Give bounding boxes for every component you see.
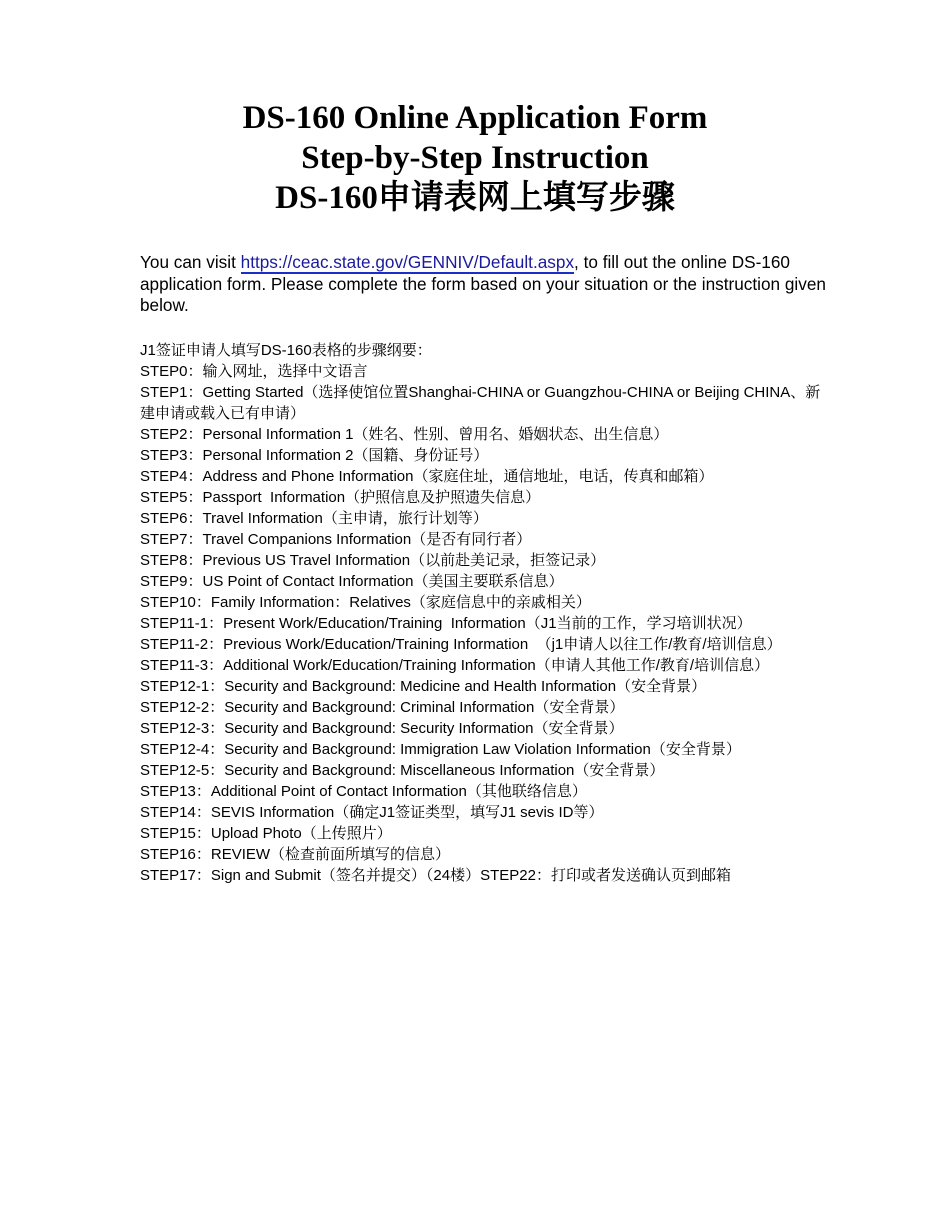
document-title (0, 98, 950, 218)
list-item: STEP11-2：Previous Work/Education/Training Information （j1申请人以往工作/教育/培训信息） (140, 636, 782, 653)
list-item: STEP8：Previous US Travel Information（以前赴美记录，拒签记录） (140, 552, 606, 569)
list-item: STEP11-3：Additional Work/Education/Training Information（申请人其他工作/教育/培训信息） (140, 657, 770, 674)
list-item: STEP12-5：Security and Background: Miscellaneous Information（安全背景） (140, 762, 665, 779)
list-item: STEP5：Passport Information（护照信息及护照遗失信息） (140, 489, 541, 506)
title-line: DS-160申请表网上填写步骤 (275, 180, 675, 216)
list-item: STEP16：REVIEW（检查前面所填写的信息） (140, 846, 451, 863)
list-item: STEP12-4：Security and Background: Immigration Law Violation Information（安全背景） (140, 741, 741, 758)
list-item: STEP17：Sign and Submit（签名并提交）（24楼）STEP22：打印或者发送确认页到邮箱 (140, 867, 731, 884)
ceac-link[interactable]: https://ceac.state.gov/GENNIV/Default.aspx (240, 252, 575, 272)
list-item: STEP14：SEVIS Information（确定J1签证类型，填写J1 sevis ID等） (140, 804, 604, 821)
list-item: STEP12-2：Security and Background: Criminal Information（安全背景） (140, 699, 625, 716)
intro-text: , to fill out the online DS-160 application form. Please complete the form based on your situation or the instruction given below. (140, 252, 826, 315)
list-item: STEP3：Personal Information 2（国籍、身份证号） (140, 447, 489, 464)
list-item: STEP11-1：Present Work/Education/Training Information（J1当前的工作，学习培训状况） (140, 615, 752, 632)
list-item: STEP12-1：Security and Background: Medicine and Health Information（安全背景） (140, 678, 707, 695)
intro-paragraph (140, 252, 830, 317)
intro-text: You can visit (140, 252, 241, 272)
list-item: STEP15：Upload Photo（上传照片） (140, 825, 392, 842)
title-line: DS-160 Online Application Form (242, 100, 708, 136)
list-item: STEP9：US Point of Contact Information（美国主要联系信息） (140, 573, 564, 590)
list-item: STEP0：输入网址，选择中文语言 (140, 363, 368, 380)
list-item: STEP6：Travel Information（主申请，旅行计划等） (140, 510, 488, 527)
list-item: STEP1：Getting Started（选择使馆位置Shanghai-CHINA or Guangzhou-CHINA or Beijing CHINA、新建申请或载入已有申请） (140, 384, 821, 422)
list-item: STEP2：Personal Information 1（姓名、性别、曾用名、婚姻状态、出生信息） (140, 426, 669, 443)
steps-heading: J1签证申请人填写DS-160表格的步骤纲要： (140, 342, 432, 359)
steps-list (140, 340, 830, 886)
list-item: STEP10：Family Information：Relatives（家庭信息中的亲戚相关） (140, 594, 591, 611)
list-item: STEP4：Address and Phone Information（家庭住址，通信地址，电话，传真和邮箱） (140, 468, 714, 485)
list-item: STEP12-3：Security and Background: Security Information（安全背景） (140, 720, 624, 737)
title-line: Step-by-Step Instruction (301, 140, 649, 176)
list-item: STEP13：Additional Point of Contact Information（其他联络信息） (140, 783, 587, 800)
list-item: STEP7：Travel Companions Information（是否有同行者） (140, 531, 532, 548)
